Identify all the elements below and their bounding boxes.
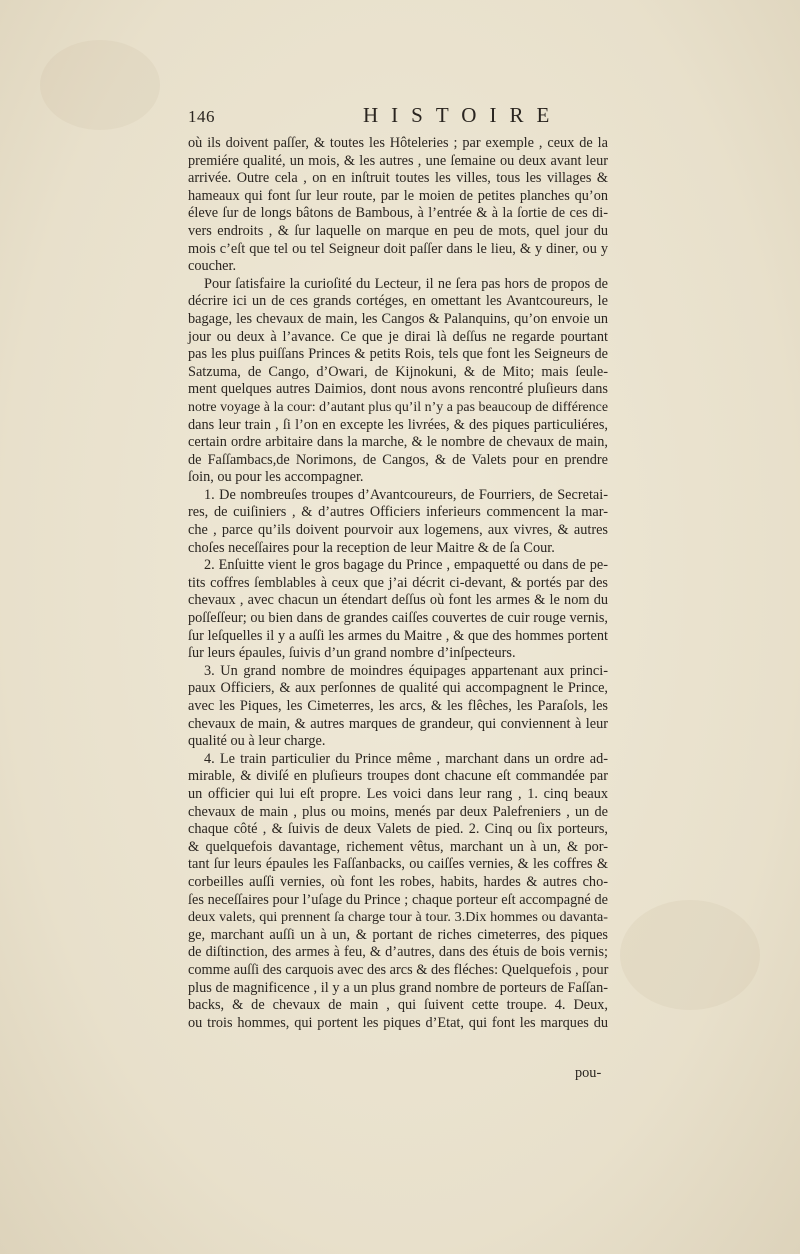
text-line: vers endroits , & ſur laquelle on marque en peu de mots, quel jour du	[188, 222, 608, 239]
text-line: deux valets, qui prennent ſa charge tour à tour. 3.Dix hommes ou davanta-	[188, 909, 608, 926]
text-line: Pour ſatisfaire la curioſité du Lecteur, il ne ſera pas hors de propos de	[204, 275, 608, 292]
text-line: chaque côté , & ſuivis de deux Valets de pied. 2. Cinq ou ſix porteurs,	[188, 821, 608, 838]
paper-stain	[40, 40, 160, 130]
text-line: décrire ici un de ces grands cortéges, en omettant les Avantcoureurs, le	[188, 293, 608, 310]
paper-stain	[620, 900, 760, 1010]
text-line: 4. Le train particulier du Prince même , marchant dans un ordre ad-	[204, 750, 608, 767]
text-line: comme auſſi des carquois avec des arcs & des fléches: Quelquefois , pour	[188, 961, 609, 978]
text-line: che , parce qu’ils doivent pourvoir aux logemens, aux vivres, & autres	[188, 522, 608, 539]
text-line: hameaux qui font ſur leur route, par le moien de petites planches qu’on	[188, 187, 608, 204]
text-line: 2. Enſuitte vient le gros bagage du Prince , empaquetté ou dans de pe-	[204, 557, 608, 574]
text-line: bagage, les chevaux de main, les Cangos & Palanquins, qu’on envoie un	[188, 310, 608, 327]
text-line: certain ordre arbitaire dans la marche, & le nombre de chevaux de main,	[188, 434, 608, 451]
text-line: ſoin, ou pour les accompagner.	[188, 469, 364, 486]
text-line: 1. De nombreuſes troupes d’Avantcoureurs, de Fourriers, de Secretai-	[204, 486, 608, 503]
text-line: res, de cuiſiniers , & d’autres Officiers inferieurs commencent la mar-	[188, 504, 608, 521]
text-line: qualité ou à leur charge.	[188, 733, 326, 750]
text-line: mirable, & diviſé en pluſieurs troupes dont chacune eſt commandée par	[188, 768, 608, 785]
text-line: backs, & de chevaux de main , qui ſuivent cette troupe. 4. Deux,	[188, 997, 608, 1014]
text-line: ge, marchant auſſi un à un, & portant de riches cimeterres, des piques	[188, 926, 608, 943]
text-line: notre voyage à la cour: d’autant plus qu’il n’y a pas beaucoup de différence	[188, 399, 608, 415]
catchword: pou-	[575, 1065, 602, 1081]
text-line: dans leur train , ſi l’on en excepte les livrées, & des piques particuliéres,	[188, 416, 608, 433]
text-line: arrivée. Outre cela , on en inſtruit toutes les villes, tous les villages &	[188, 170, 608, 187]
text-line: paux Officiers, & aux perſonnes de qualité qui accompagnent le Prince,	[188, 680, 608, 697]
body-text	[188, 135, 608, 1032]
text-line: ſur leſquelles il y a auſſi les armes du Maitre , & que des hommes portent	[188, 627, 608, 644]
text-line: tant ſur leurs épaules les Faſſanbacks, ou caiſſes vernies, & les coffres &	[188, 856, 608, 873]
text-line: Satzuma, de Cango, d’Owari, de Kijnokuni, & de Mito; mais ſeule-	[188, 363, 608, 380]
text-line: coucher.	[188, 258, 237, 275]
text-line: jour ou deux à l’avance. Ce que je dirai là deſſus ne regarde pourtant	[188, 328, 608, 345]
text-line: plus de magnificence , il y a un plus grand nombre de porteurs de Faſſan-	[188, 979, 608, 996]
text-line: où ils doivent paſſer, & toutes les Hôteleries ; par exemple , ceux de la	[188, 135, 608, 151]
text-line: 3. Un grand nombre de moindres équipages appartenant aux princi-	[204, 662, 608, 679]
text-line: premiére qualité, un mois, & les autres , une ſemaine ou deux avant leur	[188, 152, 608, 169]
running-head: HISTOIRE	[363, 103, 563, 127]
text-line: chevaux de main , plus ou moins, menés par deux Palefreniers , un de	[188, 803, 608, 820]
text-line: ſes neceſſaires pour l’uſage du Prince ; chaque porteur eſt accompagné de	[188, 891, 608, 908]
text-line: choſes neceſſaires pour la reception de leur Maitre & de ſa Cour.	[188, 539, 555, 556]
page-number: 146	[188, 107, 215, 126]
text-line: chevaux de main, & autres marques de grandeur, qui conviennent à leur	[188, 715, 608, 732]
text-line: & quelquefois davantage, richement vêtus, marchant un à un, & por-	[188, 838, 608, 855]
page-header	[188, 103, 608, 131]
text-line: chevaux , avec chacun un étendart deſſus où font les armes & le nom du	[188, 592, 608, 609]
text-line: tits coffres ſemblables à ceux que j’ai décrit ci-devant, & portés par des	[188, 574, 608, 591]
text-line: ſur leurs épaules, ſuivis d’un grand nombre d’inſpecteurs.	[188, 645, 516, 662]
text-line: un officier qui lui eſt propre. Les voici dans leur rang , 1. cinq beaux	[188, 785, 608, 802]
text-line: de Faſſambacs,de Norimons, de Cangos, & de Valets pour en prendre	[188, 451, 608, 468]
text-line: avec les Piques, les Cimeterres, les arcs, & les flêches, les Paraſols, les	[188, 698, 608, 714]
text-line: corbeilles auſſi vernies, où font les robes, habits, hardes & autres cho-	[188, 873, 608, 890]
text-line: ment quelques autres Daimios, dont nous avons rencontré pluſieurs dans	[188, 381, 608, 398]
text-line: poſſeſſeur; ou bien dans de grandes caiſſes couvertes de cuir rouge vernis,	[188, 610, 608, 627]
text-line: ou trois hommes, qui portent les piques d’Etat, qui font les marques du	[188, 1014, 608, 1031]
text-line: éleve ſur de longs bâtons de Bambous, à l’entrée & à la ſortie de ces di-	[188, 205, 608, 222]
text-line: pas les plus puiſſans Princes & petits Rois, tels que font les Seigneurs de	[188, 346, 608, 363]
text-line: de diſtinction, des armes à feu, & d’autres, dans des étuis de bois vernis;	[188, 944, 608, 961]
text-line: mois c’eſt que tel ou tel Seigneur doit paſſer dans le lieu, & y diner, ou y	[188, 240, 608, 257]
